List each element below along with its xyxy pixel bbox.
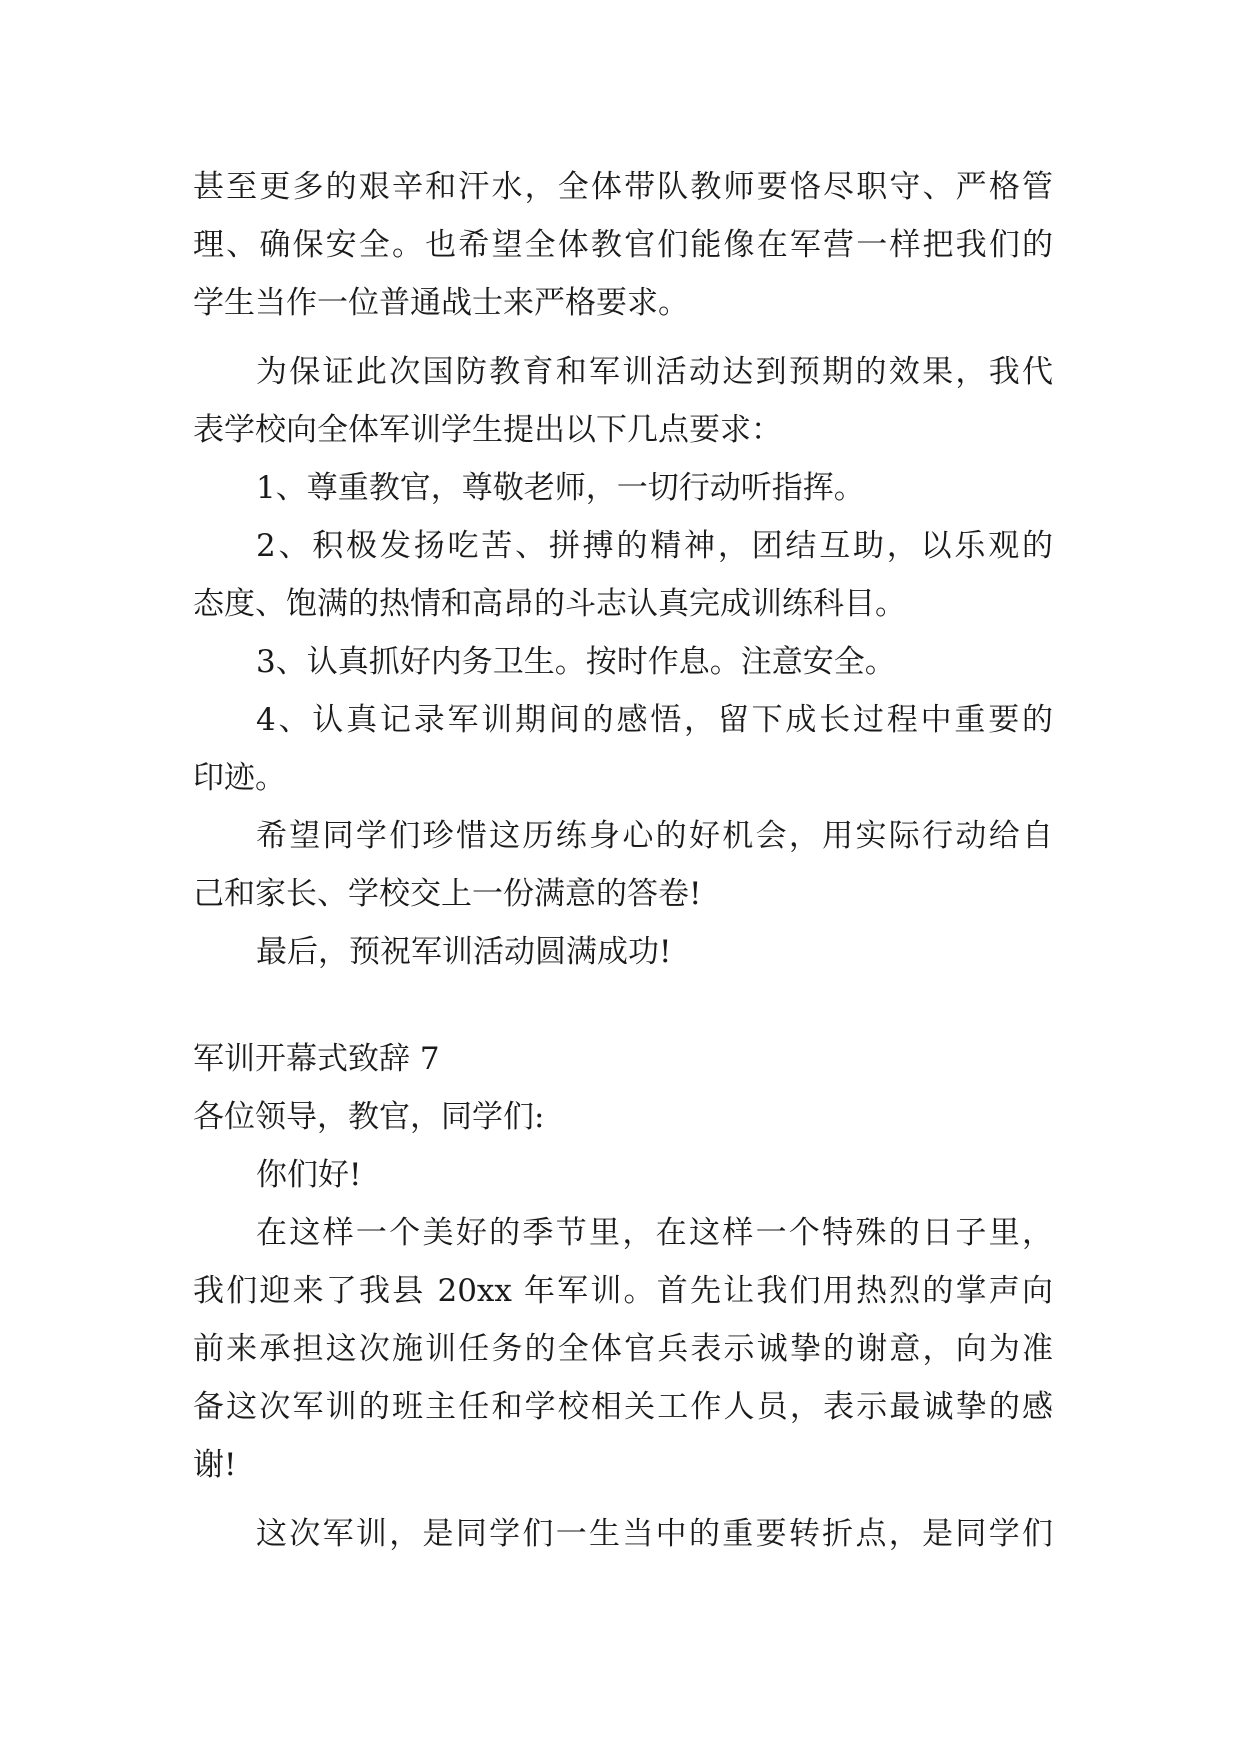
paragraph-line: 在这样一个美好的季节里，在这样一个特殊的日子里， — [256, 1215, 1053, 1251]
paragraph-line: 为保证此次国防教育和军训活动达到预期的效果，我代 — [256, 354, 1053, 390]
list-item: 3、认真抓好内务卫生。按时作息。注意安全。 — [256, 644, 896, 680]
list-item: 4、认真记录军训期间的感悟，留下成长过程中重要的 — [256, 702, 1053, 738]
paragraph-line: 希望同学们珍惜这历练身心的好机会，用实际行动给自 — [256, 818, 1053, 854]
paragraph-line: 最后，预祝军训活动圆满成功! — [256, 934, 672, 970]
paragraph-line: 谢! — [193, 1447, 237, 1483]
paragraph-line: 学生当作一位普通战士来严格要求。 — [193, 285, 689, 321]
paragraph-line: 甚至更多的艰辛和汗水，全体带队教师要恪尽职守、严格管 — [193, 169, 1053, 205]
paragraph-line: 理、确保安全。也希望全体教官们能像在军营一样把我们的 — [193, 227, 1053, 263]
paragraph-line: 前来承担这次施训任务的全体官兵表示诚挚的谢意，向为准 — [193, 1331, 1053, 1367]
paragraph-line: 这次军训，是同学们一生当中的重要转折点，是同学们 — [256, 1516, 1053, 1552]
list-item: 2、积极发扬吃苦、拼搏的精神，团结互助，以乐观的 — [256, 528, 1053, 564]
section-title: 军训开幕式致辞 7 — [193, 1041, 440, 1077]
list-item-continuation: 印迹。 — [193, 760, 286, 796]
paragraph-line: 我们迎来了我县 20xx 年军训。首先让我们用热烈的掌声向 — [193, 1273, 1053, 1309]
salutation: 各位领导，教官，同学们: — [193, 1099, 545, 1135]
paragraph-line: 备这次军训的班主任和学校相关工作人员，表示最诚挚的感 — [193, 1389, 1053, 1425]
list-item: 1、尊重教官，尊敬老师，一切行动听指挥。 — [256, 470, 865, 506]
list-item-continuation: 态度、饱满的热情和高昂的斗志认真完成训练科目。 — [193, 586, 906, 622]
paragraph-line: 己和家长、学校交上一份满意的答卷! — [193, 876, 702, 912]
paragraph-line: 表学校向全体军训学生提出以下几点要求： — [193, 412, 782, 448]
greeting: 你们好! — [256, 1157, 362, 1193]
